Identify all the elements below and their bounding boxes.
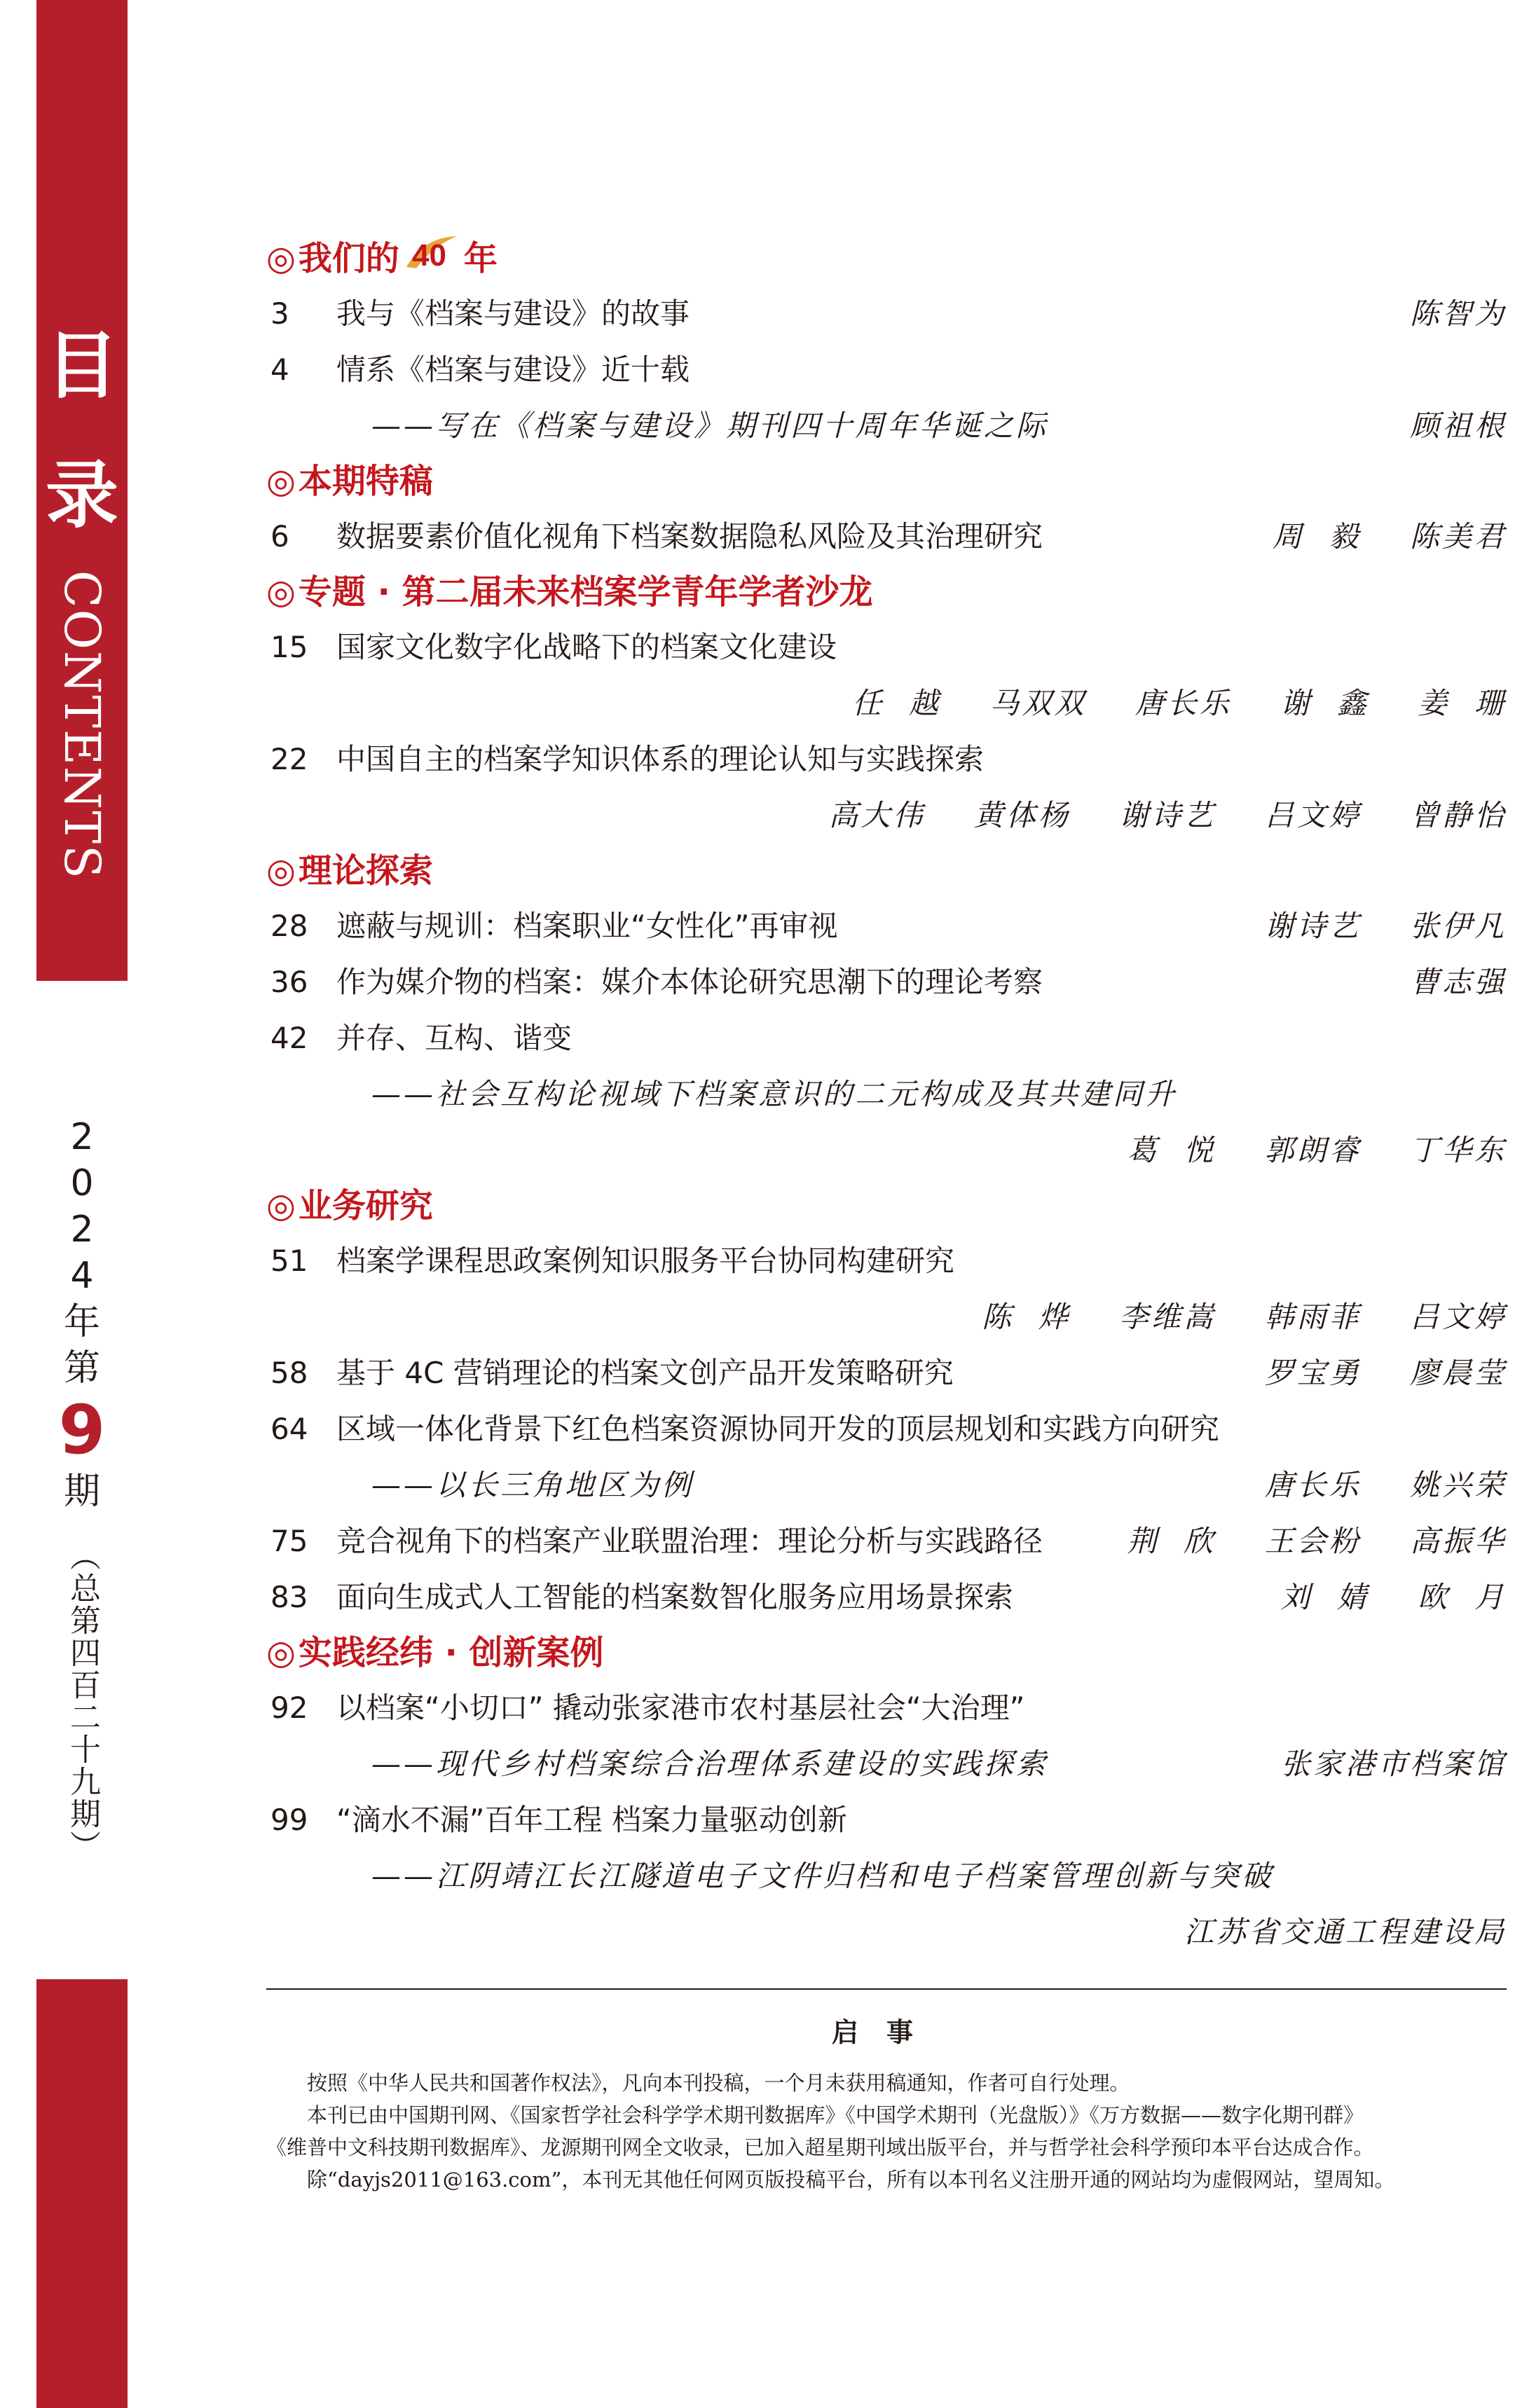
toc-entry-subtitle [266, 398, 1507, 454]
entry-title: 中国自主的档案学知识体系的理论认知与实践探索 [336, 742, 985, 776]
entry-page-number: 99 [270, 1803, 308, 1837]
toc-entry[interactable] [266, 1513, 1507, 1569]
toc-entry[interactable] [266, 1010, 1507, 1066]
toc-entry[interactable] [266, 1345, 1507, 1401]
double-circle-icon: ◎ [266, 462, 296, 501]
notice-line: 按照《中华人民共和国著作权法》，凡向本刊投稿，一个月未获用稿通知，作者可自行处理。 [266, 2071, 1130, 2095]
issue-prefix: 第 [63, 1347, 100, 1389]
entry-title: 竞合视角下的档案产业联盟治理：理论分析与实践路径 [336, 1524, 1043, 1558]
entry-title: 以档案“小切口” 撬动张家港市农村基层社会“大治理” [336, 1691, 1025, 1725]
entry-authors: 江苏省交通工程建设局 [1184, 1915, 1507, 1949]
entry-authors: 陈 烨 李维嵩 韩雨菲 吕文婷 [982, 1300, 1507, 1334]
year-label: 年 [63, 1301, 100, 1343]
toc-entry[interactable] [266, 954, 1507, 1010]
toc-entry-authors [266, 787, 1507, 844]
entry-title: 情系《档案与建设》近十载 [336, 352, 690, 387]
svg-text:40: 40 [411, 238, 446, 273]
toc-entry[interactable] [266, 1569, 1507, 1625]
toc-entry-subtitle [266, 1457, 1507, 1513]
entry-title: 并存、互构、谐变 [336, 1021, 573, 1055]
contents-label: CONTENTS [53, 570, 111, 880]
toc-entry[interactable] [266, 342, 1507, 398]
entry-authors: 唐长乐 姚兴荣 [1264, 1468, 1507, 1502]
entry-page-number: 3 [270, 296, 289, 331]
year-digit: 0 [70, 1162, 94, 1204]
entry-page-number: 36 [270, 965, 308, 999]
issue-info [36, 1114, 128, 1862]
entry-authors: 陈智为 [1409, 296, 1507, 331]
toc-entry[interactable] [266, 509, 1507, 565]
entry-page-number: 6 [270, 519, 289, 553]
entry-title: 国家文化数字化战略下的档案文化建设 [336, 630, 837, 664]
double-circle-icon: ◎ [266, 1186, 296, 1225]
toc-entry[interactable] [266, 1680, 1507, 1736]
total-issue-number: （总第四百二十九期） [64, 1540, 100, 1862]
toc-entry[interactable] [266, 898, 1507, 954]
entry-title: 档案学课程思政案例知识服务平台协同构建研究 [336, 1244, 955, 1278]
notice-line: 除“dayjs2011@163.com”，本刊无其他任何网页版投稿平台，所有以本刊名义注册开通的网站均为虚假网站，望周知。 [266, 2168, 1395, 2192]
entry-authors: 张家港市档案馆 [1280, 1747, 1507, 1781]
entry-subtitle: ——现代乡村档案综合治理体系建设的实践探索 [371, 1747, 1049, 1781]
toc-entry-subtitle [266, 1066, 1507, 1122]
section-heading-40-years: ◎我们的 40 年 [266, 231, 1507, 286]
section-heading-topic-salon: ◎专题 · 第二届未来档案学青年学者沙龙 [266, 572, 873, 612]
anniversary-40-logo [402, 232, 461, 290]
entry-page-number: 22 [270, 742, 308, 776]
entry-authors: 荆 欣 王会粉 高振华 [1127, 1524, 1507, 1558]
notice-line: 本刊已由中国期刊网、《国家哲学社会科学学术期刊数据库》《中国学术期刊（光盘版）》《万方数据——数字化期刊群》 [266, 2103, 1364, 2127]
toc-entry-authors [266, 675, 1507, 731]
entry-authors: 罗宝勇 廖晨莹 [1264, 1356, 1507, 1390]
entry-authors: 葛 悦 郭朗睿 丁华东 [1127, 1133, 1507, 1167]
entry-page-number: 28 [270, 909, 308, 943]
entry-page-number: 58 [270, 1356, 308, 1390]
entry-page-number: 92 [270, 1691, 308, 1725]
notice-divider [266, 1988, 1507, 1990]
entry-title: 区域一体化背景下红色档案资源协同开发的顶层规划和实践方向研究 [336, 1412, 1220, 1446]
toc-entry-authors [266, 1289, 1507, 1345]
entry-subtitle: ——写在《档案与建设》期刊四十周年华诞之际 [371, 408, 1049, 443]
entry-subtitle: ——以长三角地区为例 [371, 1468, 694, 1502]
entry-authors: 顾祖根 [1409, 408, 1507, 443]
entry-authors: 周 毅 陈美君 [1272, 519, 1507, 553]
issue-suffix: 期 [63, 1471, 100, 1513]
toc-entry-subtitle [266, 1848, 1507, 1904]
entry-title: 遮蔽与规训：档案职业“女性化”再审视 [336, 909, 838, 943]
toc-entry[interactable] [266, 1792, 1507, 1848]
toc-entry[interactable] [266, 731, 1507, 787]
toc-entry-authors [266, 1904, 1507, 1960]
entry-page-number: 51 [270, 1244, 308, 1278]
entry-page-number: 4 [270, 352, 289, 387]
section-heading-theory: ◎理论探索 [266, 851, 433, 890]
table-of-contents [266, 231, 1507, 1960]
toc-entry-subtitle [266, 1736, 1507, 1792]
year-digit: 4 [70, 1255, 94, 1297]
title-character-mu: 目 [45, 323, 118, 408]
year-digit: 2 [70, 1209, 94, 1251]
notice-body [266, 2067, 1507, 2196]
notice-title: 启事 [831, 2017, 941, 2048]
entry-page-number: 15 [270, 630, 308, 664]
notice-line: 《维普中文科技期刊数据库》、龙源期刊网全文收录，已加入超星期刊域出版平台，并与哲学社会科学预印本平台达成合作。 [266, 2135, 1374, 2159]
entry-authors: 曹志强 [1409, 965, 1507, 999]
toc-entry[interactable] [266, 619, 1507, 675]
entry-title: 作为媒介物的档案：媒介本体论研究思潮下的理论考察 [336, 965, 1043, 999]
entry-title: 我与《档案与建设》的故事 [336, 296, 690, 331]
entry-authors: 谢诗艺 张伊凡 [1264, 909, 1507, 943]
entry-subtitle: ——社会互构论视域下档案意识的二元构成及其共建同升 [371, 1077, 1178, 1111]
sidebar-red-band-bottom [36, 1979, 128, 2408]
entry-page-number: 64 [270, 1412, 308, 1446]
entry-page-number: 75 [270, 1524, 308, 1558]
double-circle-icon: ◎ [266, 851, 296, 890]
double-circle-icon: ◎ [266, 239, 296, 278]
toc-entry[interactable] [266, 1233, 1507, 1289]
entry-authors: 刘 婧 欧 月 [1280, 1580, 1507, 1614]
entry-authors: 高大伟 黄体杨 谢诗艺 吕文婷 曾静怡 [828, 798, 1507, 832]
title-character-lu: 录 [45, 453, 118, 538]
entry-page-number: 83 [270, 1580, 308, 1614]
entry-subtitle: ——江阴靖江长江隧道电子文件归档和电子档案管理创新与突破 [371, 1859, 1275, 1893]
entry-title: 数据要素价值化视角下档案数据隐私风险及其治理研究 [336, 519, 1043, 553]
toc-entry[interactable] [266, 1401, 1507, 1457]
section-heading-business-research: ◎业务研究 [266, 1186, 433, 1225]
entry-authors: 任 越 马双双 唐长乐 谢 鑫 姜 珊 [852, 686, 1507, 720]
issue-number: 9 [58, 1391, 106, 1469]
double-circle-icon: ◎ [266, 572, 296, 612]
year-digit: 2 [70, 1116, 94, 1158]
section-heading-practice-cases: ◎实践经纬 · 创新案例 [266, 1633, 604, 1672]
entry-title: “滴水不漏”百年工程 档案力量驱动创新 [336, 1803, 847, 1837]
entry-page-number: 42 [270, 1021, 308, 1055]
toc-entry-authors [266, 1122, 1507, 1178]
entry-title: 基于 4C 营销理论的档案文创产品开发策略研究 [336, 1356, 954, 1390]
section-heading-special-feature: ◎本期特稿 [266, 462, 433, 501]
entry-title: 面向生成式人工智能的档案数智化服务应用场景探索 [336, 1580, 1014, 1614]
toc-entry[interactable] [266, 286, 1507, 342]
double-circle-icon: ◎ [266, 1633, 296, 1672]
